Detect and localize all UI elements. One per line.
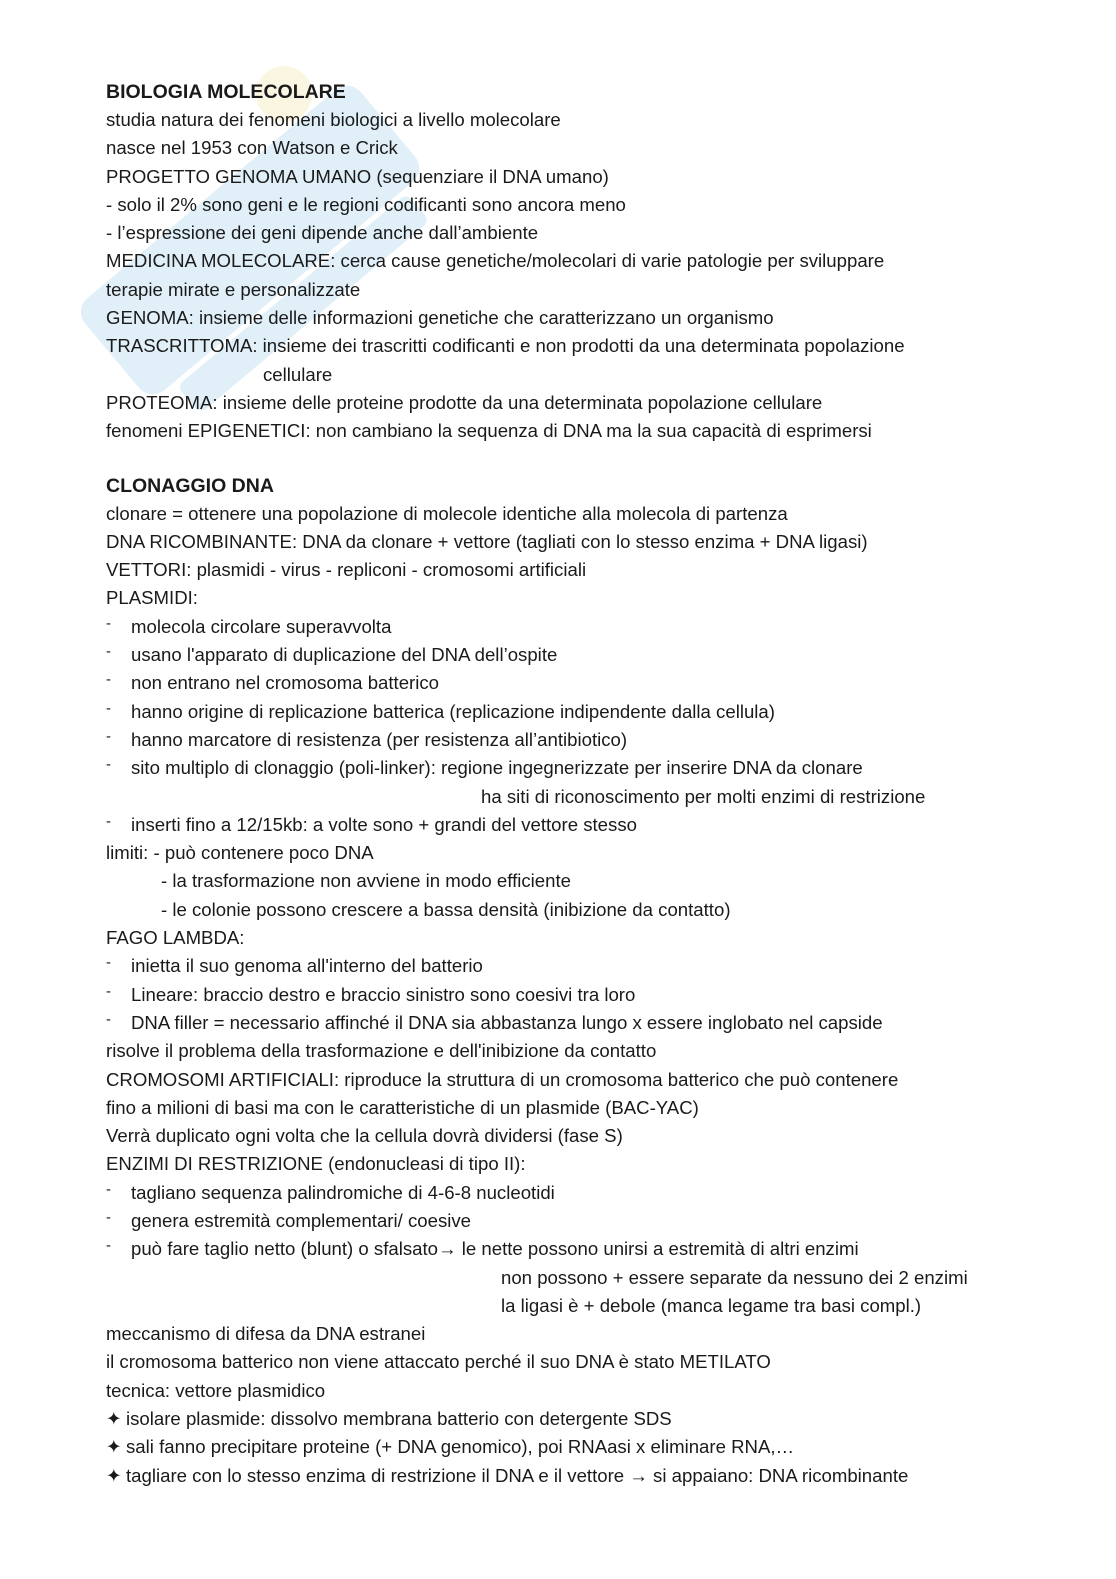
list-item [106, 726, 1066, 754]
list-item [106, 698, 1066, 726]
list-item [106, 669, 1066, 697]
document-content [106, 78, 1066, 1490]
list-item [106, 613, 1066, 641]
text-line-indented: - la trasformazione non avviene in modo efficiente [161, 870, 571, 892]
text-line: studia natura dei fenomeni biologici a livello molecolare [106, 109, 561, 130]
dash-bullet-icon: - [106, 614, 111, 632]
dash-bullet-icon: - [106, 727, 111, 745]
list-item [106, 1009, 1066, 1037]
dash-bullet-icon: - [106, 1237, 111, 1255]
text-line: terapie mirate e personalizzate [106, 278, 361, 300]
list-item-text: inserti fino a 12/15kb: a volte sono + grandi del vettore stesso [131, 813, 637, 835]
step-item [106, 1462, 1066, 1490]
text-line: CROMOSOMI ARTIFICIALI: riproduce la struttura di un cromosoma batterico che può contenere [106, 1068, 899, 1090]
section-title-biologia: BIOLOGIA MOLECOLARE [106, 81, 346, 103]
text-line: TRASCRITTOMA: insieme dei trascritti codificanti e non prodotti da una determinata popolazione [106, 335, 905, 357]
list-item-text: hanno origine di replicazione batterica (replicazione indipendente dalla cellula) [131, 700, 775, 722]
dash-bullet-icon: - [106, 671, 111, 689]
text-line: il cromosoma batterico non viene attaccato perché il suo DNA è stato METILATO [106, 1351, 771, 1373]
dash-bullet-icon: - [106, 1180, 111, 1198]
list-item [106, 1207, 1066, 1235]
text-line: limiti: - può contenere poco DNA [106, 842, 374, 864]
text-line: GENOMA: insieme delle informazioni genetiche che caratterizzano un organismo [106, 307, 774, 329]
list-item [106, 952, 1066, 980]
text-line: MEDICINA MOLECOLARE: cerca cause genetiche/molecolari di varie patologie per sviluppare [106, 250, 885, 272]
text-line: - l’espressione dei geni dipende anche dall’ambiente [106, 222, 539, 244]
list-item [106, 1235, 1066, 1263]
dash-bullet-icon: - [106, 1208, 111, 1226]
list-item-text: sito multiplo di clonaggio (poli-linker): regione ingegnerizzate per inserire DNA da clonare [131, 757, 863, 779]
list-item-text: non entrano nel cromosoma batterico [131, 672, 440, 694]
list-item [106, 754, 1066, 782]
star-bullet-icon: ✦ [106, 1408, 122, 1430]
star-bullet-icon: ✦ [106, 1464, 122, 1486]
list-item-text: tagliano sequenza palindromiche di 4-6-8 nucleotidi [131, 1181, 555, 1203]
dash-bullet-icon: - [106, 1010, 111, 1028]
text-line: fino a milioni di basi ma con le caratteristiche di un plasmide (BAC-YAC) [106, 1096, 699, 1118]
dash-bullet-icon: - [106, 699, 111, 717]
list-item-text: può fare taglio netto (blunt) o sfalsato→ le nette possono unirsi a estremità di altri enzimi [131, 1238, 859, 1260]
text-line-continuation: la ligasi è + debole (manca legame tra basi compl.) [501, 1294, 922, 1316]
text-line: Verrà duplicato ogni volta che la cellula dovrà dividersi (fase S) [106, 1125, 623, 1147]
step-item [106, 1405, 1066, 1433]
list-item-text: inietta il suo genoma all'interno del batterio [131, 955, 483, 977]
text-line: PROGETTO GENOMA UMANO (sequenziare il DNA umano) [106, 165, 609, 187]
list-item [106, 811, 1066, 839]
step-item-text: tagliare con lo stesso enzima di restrizione il DNA e il vettore → si appaiano: DNA ricombinante [126, 1464, 909, 1486]
text-line: fenomeni EPIGENETICI: non cambiano la sequenza di DNA ma la sua capacità di esprimersi [106, 420, 872, 442]
list-item-text: DNA filler = necessario affinché il DNA sia abbastanza lungo x essere inglobato nel capside [131, 1011, 883, 1033]
list-item-text: Lineare: braccio destro e braccio sinistro sono coesivi tra loro [131, 983, 636, 1005]
text-line: DNA RICOMBINANTE: DNA da clonare + vettore (tagliati con lo stesso enzima + DNA ligasi) [106, 530, 868, 552]
text-line-continuation: cellulare [263, 363, 333, 385]
dash-bullet-icon: - [106, 812, 111, 830]
text-line: meccanismo di difesa da DNA estranei [106, 1323, 426, 1345]
list-item [106, 641, 1066, 669]
list-item-text: hanno marcatore di resistenza (per resistenza all’antibiotico) [131, 728, 628, 750]
dash-bullet-icon: - [106, 756, 111, 774]
dash-bullet-icon: - [106, 982, 111, 1000]
list-item [106, 981, 1066, 1009]
text-line: risolve il problema della trasformazione e dell'inibizione da contatto [106, 1040, 657, 1062]
section-gap [106, 446, 1066, 472]
step-item-text: isolare plasmide: dissolvo membrana batterio con detergente SDS [126, 1408, 672, 1430]
text-line: clonare = ottenere una popolazione di molecole identiche alla molecola di partenza [106, 502, 788, 524]
text-line: FAGO LAMBDA: [106, 927, 245, 949]
list-item-text: molecola circolare superavvolta [131, 615, 392, 637]
text-line: ENZIMI DI RESTRIZIONE (endonucleasi di tipo II): [106, 1153, 526, 1175]
dash-bullet-icon: - [106, 954, 111, 972]
star-bullet-icon: ✦ [106, 1436, 122, 1458]
step-item [106, 1433, 1066, 1461]
text-line: tecnica: vettore plasmidico [106, 1379, 326, 1401]
step-item-text: sali fanno precipitare proteine (+ DNA genomico), poi RNAasi x eliminare RNA,… [126, 1436, 795, 1458]
list-item-text: genera estremità complementari/ coesive [131, 1209, 472, 1231]
text-line: VETTORI: plasmidi - virus - repliconi - cromosomi artificiali [106, 559, 587, 581]
text-line-indented: - le colonie possono crescere a bassa densità (inibizione da contatto) [161, 898, 731, 920]
text-line: PLASMIDI: [106, 587, 198, 609]
text-line: - solo il 2% sono geni e le regioni codificanti sono ancora meno [106, 193, 626, 215]
text-line: nasce nel 1953 con Watson e Crick [106, 137, 398, 159]
list-item-text: usano l'apparato di duplicazione del DNA dell’ospite [131, 644, 558, 666]
text-line-continuation: ha siti di riconoscimento per molti enzimi di restrizione [481, 785, 926, 807]
text-line-continuation: non possono + essere separate da nessuno dei 2 enzimi [501, 1266, 968, 1288]
text-line: PROTEOMA: insieme delle proteine prodotte da una determinata popolazione cellulare [106, 391, 823, 413]
section-title-clonaggio: CLONAGGIO DNA [106, 474, 274, 497]
dash-bullet-icon: - [106, 643, 111, 661]
list-item [106, 1179, 1066, 1207]
